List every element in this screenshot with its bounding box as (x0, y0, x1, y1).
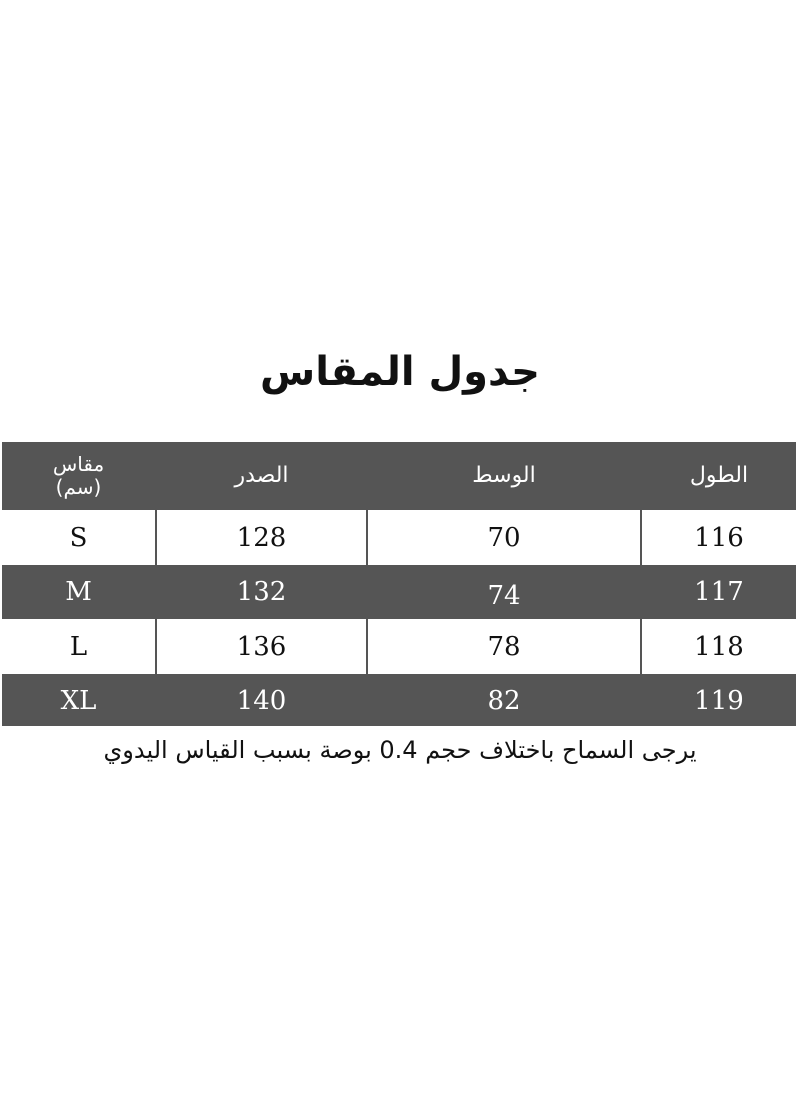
table-row (2, 567, 796, 617)
cell-length: 117 (694, 577, 744, 607)
cell-waist: 74 (487, 581, 521, 611)
cell-waist: 82 (487, 686, 521, 716)
header-waist: الوسط (472, 462, 536, 488)
cell-size: S (2, 510, 155, 565)
table-header-row (2, 442, 796, 509)
cell-chest: 140 (236, 686, 287, 716)
table-row (2, 619, 796, 674)
cell-size: XL (60, 686, 97, 716)
header-length: الطول (689, 462, 749, 488)
cell-waist: 70 (368, 510, 640, 565)
page-title: جدول المقاس (260, 349, 540, 395)
measurement-note: يرجى السماح باختلاف حجم 0.4 بوصة بسبب القياس اليدوي (103, 736, 697, 764)
header-size-label: مقاس (52, 451, 105, 476)
cell-chest: 128 (157, 510, 366, 565)
table-row (2, 676, 796, 726)
header-chest: الصدر (234, 462, 289, 488)
header-size (2, 442, 155, 509)
cell-length: 116 (642, 510, 796, 565)
cell-length: 118 (642, 619, 796, 674)
cell-size: M (65, 577, 92, 607)
size-chart-table (2, 442, 796, 726)
header-size-unit: (سم) (55, 474, 102, 499)
cell-waist: 78 (368, 619, 640, 674)
table-row (2, 510, 796, 565)
cell-size: L (2, 619, 155, 674)
cell-length: 119 (694, 686, 744, 716)
cell-chest: 136 (157, 619, 366, 674)
cell-chest: 132 (236, 577, 287, 607)
